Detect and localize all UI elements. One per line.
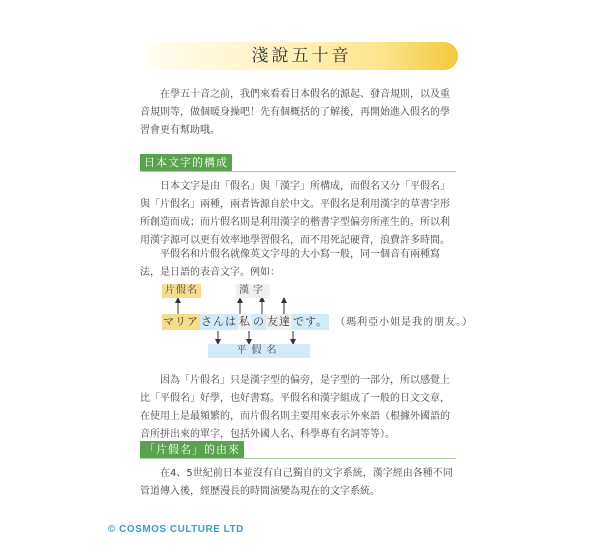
intro-paragraph: 在學五十音之前，我們來看看日本假名的源起、發音規則，以及重音規則等，做個暖身操吧！先有個概括的了解後，再開始進入假名的學習會更有幫助哦。 (140, 89, 450, 136)
page-title: 淺說五十音 (251, 46, 352, 66)
heading-divider (140, 171, 456, 172)
kana-comparison-paragraph: 平假名和片假名就像英文字母的大小寫一般，同一個音有兩種寫法，是日語的表音文字。例如： (140, 249, 440, 278)
heading-divider (140, 458, 456, 459)
segment-hiragana: の (253, 315, 265, 328)
segment-kanji: 私 (239, 315, 251, 328)
label-kanji: 漢字 (236, 284, 270, 298)
segment-katakana: マリア (163, 315, 199, 328)
label-hiragana: 平假名 (208, 344, 310, 358)
segment-hiragana: さんは (201, 315, 237, 328)
segment-hiragana: です。 (293, 315, 329, 328)
copyright-text: © COSMOS CULTURE LTD (108, 524, 244, 535)
sentence-translation: （瑪利亞小姐是我的朋友。） (335, 317, 474, 328)
katakana-usage-paragraph: 因為「片假名」只是漢字型的偏旁，是字型的一部分，所以感覺上比「平假名」好學，也好書寫。平假名和漢字組成了一般的日文文章，在使用上是最頻繁的，而片假名則主要用來表示外來語（根據外國語的音所拼出來的單字，包括外國人名、科學專有名詞等等）。 (140, 375, 450, 440)
segment-kanji: 友達 (267, 315, 291, 328)
example-sentence (162, 314, 473, 330)
label-katakana: 片假名 (162, 284, 201, 298)
writing-system-paragraph: 日本文字是由「假名」與「漢字」所構成，而假名又分「平假名」與「片假名」兩種，兩者皆源自於中文。平假名是利用漢字的草書字形所創造而成；而片假名則是利用漢字的楷書字型偏旁所產生的。所以利用漢字源可以更有效率地學習假名，而不用死記硬背，浪費許多時間。 (140, 181, 450, 246)
kana-example-diagram (150, 276, 474, 376)
section-heading-katakana-origin: 「片假名」的由來 (140, 441, 244, 458)
katakana-origin-paragraph: 在4、5世紀前日本並沒有自己獨自的文字系統，漢字經由各種不同管道傳入後，經歷漫長的時間演變為現在的文字系統。 (140, 468, 453, 497)
section-heading-writing-system: 日本文字的構成 (140, 154, 232, 171)
title-banner (145, 42, 458, 70)
